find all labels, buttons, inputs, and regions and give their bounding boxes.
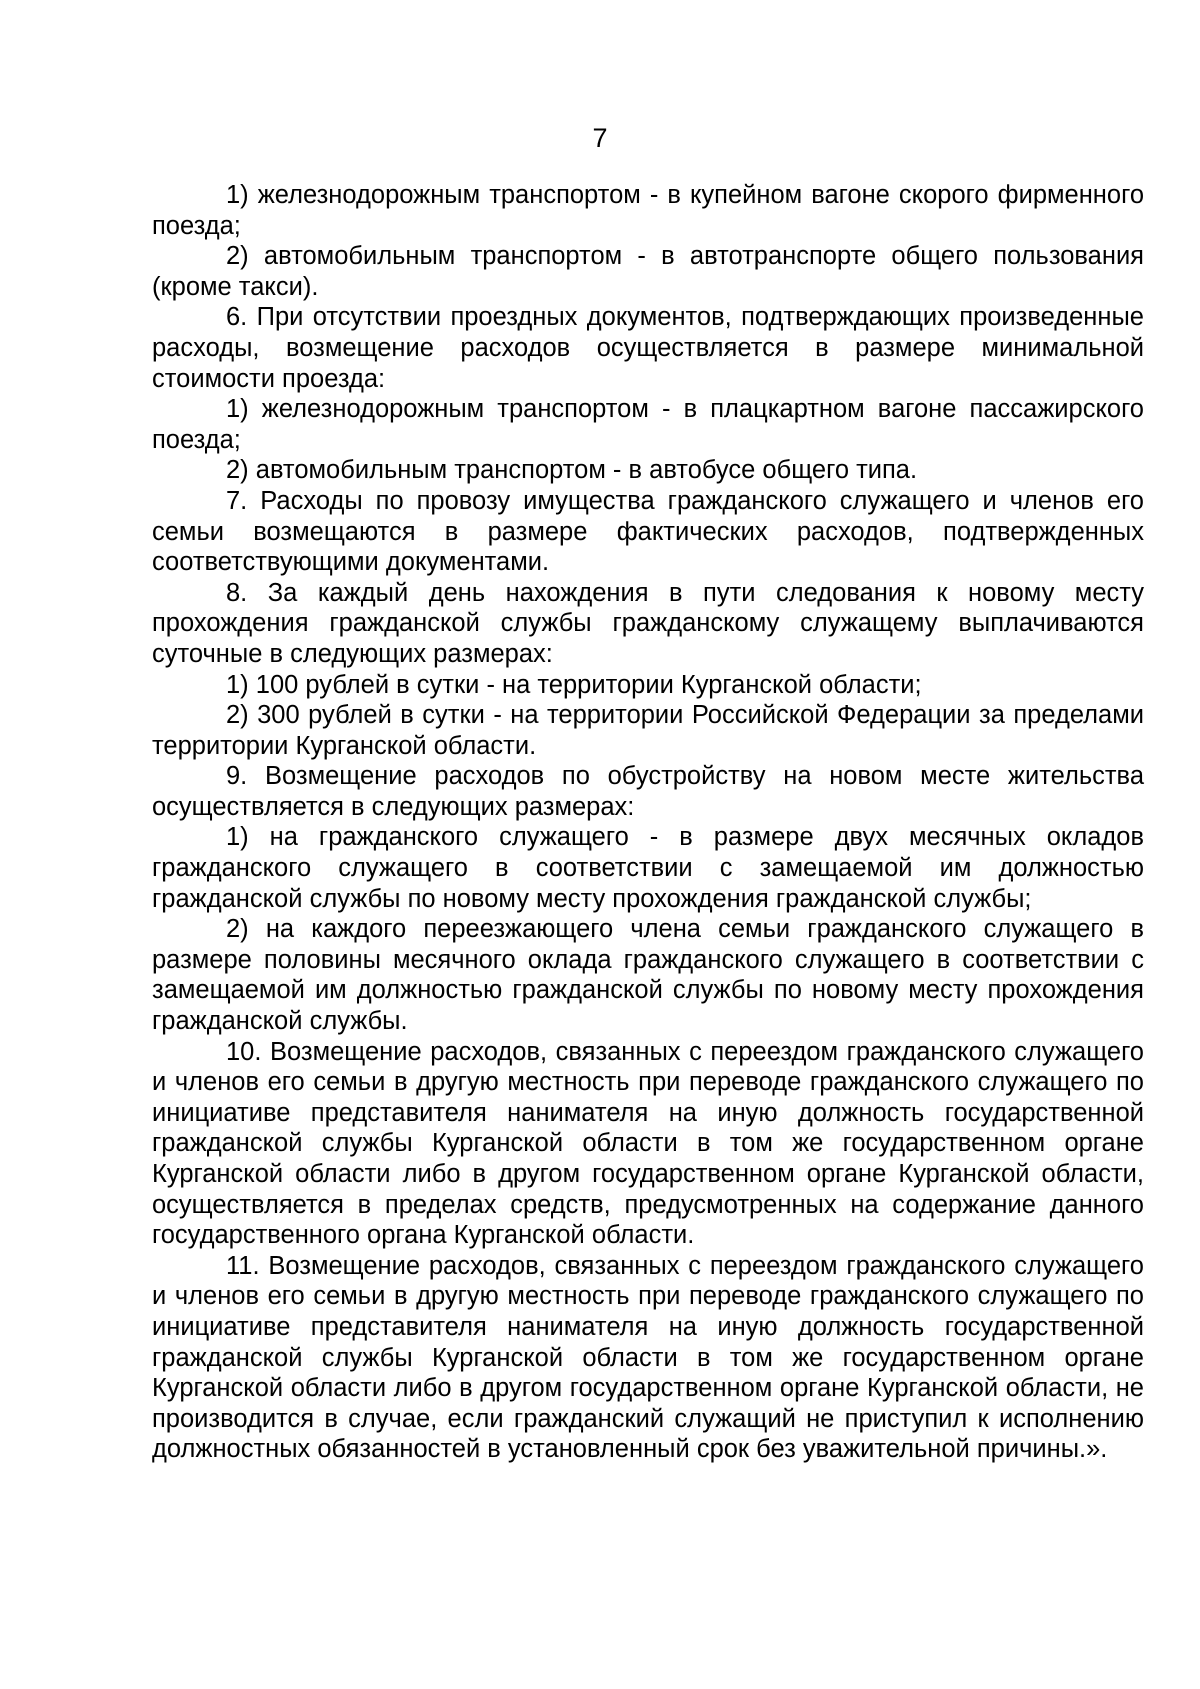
page-number: 7 bbox=[592, 123, 608, 153]
paragraph-item-2-road-public: 2) автомобильным транспортом - в автотранспорте общего пользования (кроме такси). bbox=[152, 242, 1144, 301]
paragraph-clause-6-item-2: 2) автомобильным транспортом - в автобусе общего типа. bbox=[226, 456, 918, 485]
paragraph-clause-6: 6. При отсутствии проездных документов, подтверждающих произведенные расходы, возмещение расходов осуществляется в размере минимальной стоимости проезда: bbox=[152, 303, 1144, 393]
paragraph-clause-9: 9. Возмещение расходов по обустройству на новом месте жительства осуществляется в следующих размерах: bbox=[152, 762, 1144, 821]
paragraph-clause-11: 11. Возмещение расходов, связанных с переездом гражданского служащего и членов его семьи в другую местность при переводе гражданского служащего по инициативе представителя нанимателя на иную должность государственной гражданской службы Курганской области в том же государственном органе Курганской области либо в другом государственном органе Курганской области, не производится в случае, если гражданский служащий не приступил к исполнению должностных обязанностей в установленный срок без уважительной причины.». bbox=[152, 1251, 1144, 1464]
paragraph-clause-9-item-2: 2) на каждого переезжающего члена семьи гражданского служащего в размере половины месячного оклада гражданского служащего в соответствии с замещаемой им должностью гражданской службы по новому месту прохождения гражданской службы. bbox=[152, 915, 1144, 1036]
paragraph-clause-9-item-1: 1) на гражданского служащего - в размере двух месячных окладов гражданского служащего в соответствии с замещаемой им должностью гражданской службы по новому месту прохождения гражданской службы; bbox=[152, 823, 1144, 913]
document-body bbox=[152, 180, 1144, 1465]
paragraph-item-1-rail-compartment: 1) железнодорожным транспортом - в купейном вагоне скорого фирменного поезда; bbox=[152, 181, 1144, 240]
paragraph-clause-8-item-2: 2) 300 рублей в сутки - на территории Российской Федерации за пределами территории Курганской области. bbox=[152, 701, 1144, 760]
paragraph-clause-10: 10. Возмещение расходов, связанных с переездом гражданского служащего и членов его семьи в другую местность при переводе гражданского служащего по инициативе представителя нанимателя на иную должность государственной гражданской службы Курганской области в том же государственном органе Курганской области либо в другом государственном органе Курганской области, осуществляется в пределах средств, предусмотренных на содержание данного государственного органа Курганской области. bbox=[152, 1037, 1144, 1250]
paragraph-clause-8: 8. За каждый день нахождения в пути следования к новому месту прохождения гражданской службы гражданскому служащему выплачиваются суточные в следующих размерах: bbox=[152, 578, 1144, 668]
paragraph-clause-6-item-1: 1) железнодорожным транспортом - в плацкартном вагоне пассажирского поезда; bbox=[152, 395, 1144, 454]
paragraph-clause-8-item-1: 1) 100 рублей в сутки - на территории Курганской области; bbox=[226, 670, 922, 699]
paragraph-clause-7: 7. Расходы по провозу имущества гражданского служащего и членов его семьи возмещаются в размере фактических расходов, подтвержденных соответствующими документами. bbox=[152, 486, 1144, 577]
